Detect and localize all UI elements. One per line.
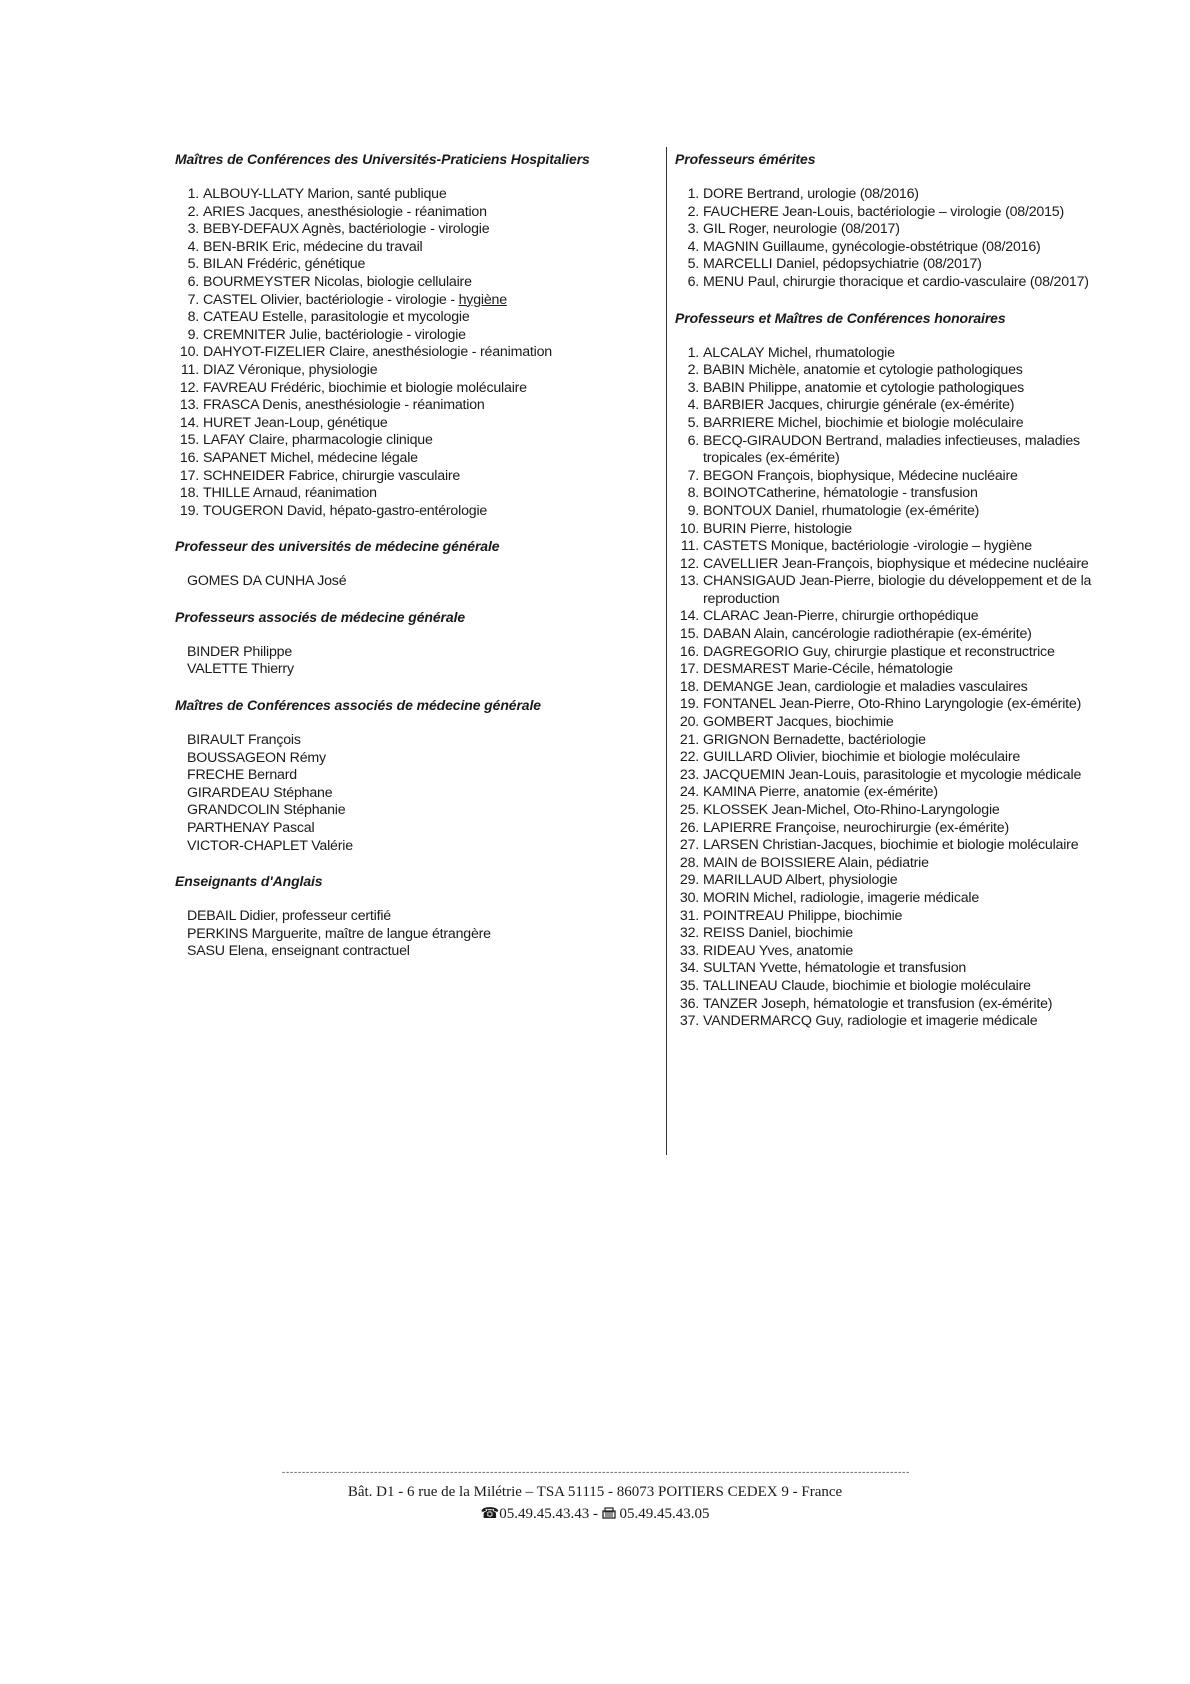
item-text: SASU Elena, enseignant contractuel bbox=[187, 943, 410, 960]
item-text: CASTETS Monique, bactériologie -virologie – hygiène bbox=[703, 538, 1032, 555]
item-text: ARIES Jacques, anesthésiologie - réanimation bbox=[203, 203, 487, 220]
list-item bbox=[675, 855, 1120, 873]
item-text: DORE Bertrand, urologie (08/2016) bbox=[703, 186, 919, 202]
item-number: 28. bbox=[679, 854, 699, 871]
item-text: GIRARDEAU Stéphane bbox=[187, 784, 333, 801]
item-text: LAPIERRE Françoise, neurochirurgie (ex-émérite) bbox=[703, 819, 1009, 836]
item-number: 7. bbox=[187, 291, 199, 308]
list-item bbox=[175, 239, 655, 257]
item-text: LAFAY Claire, pharmacologie clinique bbox=[203, 432, 433, 449]
footer-fax: 05.49.45.43.05 bbox=[619, 1506, 710, 1522]
list-item bbox=[675, 380, 1120, 398]
item-text: DESMAREST Marie-Cécile, hématologie bbox=[703, 661, 953, 678]
footer-rule: ------------------------------------------------------------------------------------------------------------------------------------------------------------- bbox=[280, 1468, 910, 1478]
item-text: MAIN de BOISSIERE Alain, pédiatrie bbox=[703, 854, 929, 871]
item-text: GOMES DA CUNHA José bbox=[187, 573, 347, 590]
item-text: DABAN Alain, cancérologie radiothérapie (ex-émérite) bbox=[703, 626, 1032, 643]
item-number: 33. bbox=[679, 942, 699, 959]
list-item bbox=[675, 204, 1120, 222]
item-text: POINTREAU Philippe, biochimie bbox=[703, 907, 903, 924]
list-item bbox=[675, 433, 1120, 468]
item-text: BEN-BRIK Eric, médecine du travail bbox=[203, 238, 423, 255]
list-item bbox=[187, 838, 655, 856]
item-text: BARRIERE Michel, biochimie et biologie moléculaire bbox=[703, 414, 1024, 431]
list-item bbox=[175, 256, 655, 274]
item-number: 6. bbox=[187, 273, 199, 290]
item-text: BEBY-DEFAUX Agnès, bactériologie - virologie bbox=[203, 221, 490, 238]
list-item bbox=[675, 943, 1120, 961]
item-text: BILAN Frédéric, génétique bbox=[203, 256, 366, 273]
item-text: MORIN Michel, radiologie, imagerie médicale bbox=[703, 889, 980, 906]
item-number: 12. bbox=[179, 379, 199, 396]
item-number: 4. bbox=[687, 238, 699, 255]
left-column bbox=[175, 150, 655, 978]
item-text: BOINOTCatherine, hématologie - transfusion bbox=[703, 485, 978, 502]
item-number: 21. bbox=[679, 731, 699, 748]
item-number: 4. bbox=[187, 238, 199, 255]
item-number: 5. bbox=[187, 256, 199, 273]
item-number: 23. bbox=[679, 766, 699, 783]
item-number: 9. bbox=[187, 326, 199, 343]
list-item bbox=[187, 661, 655, 679]
item-text: CASTEL Olivier, bactériologie - virologie - hygiène bbox=[203, 291, 507, 308]
list-item bbox=[175, 292, 655, 310]
item-number: 34. bbox=[679, 960, 699, 977]
item-text: BARBIER Jacques, chirurgie générale (ex-émérite) bbox=[703, 397, 1015, 414]
footer-contacts bbox=[0, 1504, 1190, 1523]
item-number: 20. bbox=[679, 714, 699, 731]
footer-phone: 05.49.45.43.43 bbox=[499, 1506, 590, 1522]
list-item bbox=[675, 256, 1120, 274]
item-text: GRANDCOLIN Stéphanie bbox=[187, 802, 346, 819]
item-text: SAPANET Michel, médecine légale bbox=[203, 449, 418, 466]
list-item bbox=[187, 573, 655, 591]
list-item bbox=[675, 362, 1120, 380]
list-item bbox=[175, 186, 655, 204]
item-number: 6. bbox=[687, 432, 699, 449]
list-item bbox=[675, 925, 1120, 943]
list-item bbox=[675, 714, 1120, 732]
item-text: ALCALAY Michel, rhumatologie bbox=[703, 344, 895, 361]
section bbox=[175, 608, 655, 679]
list-item bbox=[675, 890, 1120, 908]
item-text: BABIN Michèle, anatomie et cytologie pathologiques bbox=[703, 362, 1023, 379]
list-item bbox=[175, 344, 655, 362]
list-item bbox=[187, 732, 655, 750]
list-item bbox=[675, 784, 1120, 802]
item-number: 3. bbox=[687, 379, 699, 396]
item-text: MAGNIN Guillaume, gynécologie-obstétrique (08/2016) bbox=[703, 238, 1041, 255]
section-heading: Maîtres de Conférences associés de médecine générale bbox=[175, 697, 541, 714]
list-item bbox=[675, 644, 1120, 662]
item-text: TOUGERON David, hépato-gastro-entérologie bbox=[203, 502, 488, 519]
section bbox=[175, 537, 655, 591]
item-text: DAHYOT-FIZELIER Claire, anesthésiologie - réanimation bbox=[203, 344, 552, 361]
item-text: BIRAULT François bbox=[187, 732, 301, 749]
item-text: SULTAN Yvette, hématologie et transfusion bbox=[703, 960, 967, 977]
fax-icon bbox=[602, 1506, 616, 1522]
list-item bbox=[675, 661, 1120, 679]
item-number: 32. bbox=[679, 925, 699, 942]
item-number: 1. bbox=[687, 186, 699, 202]
list-item bbox=[675, 978, 1120, 996]
item-text: KLOSSEK Jean-Michel, Oto-Rhino-Laryngologie bbox=[703, 802, 1000, 818]
item-number: 14. bbox=[179, 414, 199, 431]
item-number: 16. bbox=[179, 449, 199, 466]
list-item bbox=[675, 802, 1120, 820]
section-list bbox=[175, 908, 655, 961]
item-number: 8. bbox=[687, 485, 699, 502]
list-item bbox=[675, 538, 1120, 556]
section-heading: Enseignants d'Anglais bbox=[175, 873, 323, 890]
phone-icon: ☎ bbox=[480, 1506, 500, 1522]
list-item bbox=[675, 485, 1120, 503]
item-text: KAMINA Pierre, anatomie (ex-émérite) bbox=[703, 784, 938, 801]
section bbox=[175, 872, 655, 961]
item-number: 2. bbox=[687, 203, 699, 220]
item-text: CREMNITER Julie, bactériologie - virologie bbox=[203, 326, 466, 343]
list-item bbox=[187, 802, 655, 820]
item-number: 19. bbox=[179, 502, 199, 519]
item-text: DAGREGORIO Guy, chirurgie plastique et reconstructrice bbox=[703, 643, 1055, 660]
item-text: GOMBERT Jacques, biochimie bbox=[703, 714, 894, 731]
list-item bbox=[187, 943, 655, 961]
item-text: TANZER Joseph, hématologie et transfusion (ex-émérite) bbox=[703, 995, 1053, 1012]
item-text: CLARAC Jean-Pierre, chirurgie orthopédique bbox=[703, 608, 979, 625]
item-text: PERKINS Marguerite, maître de langue étrangère bbox=[187, 925, 491, 942]
item-text: FONTANEL Jean-Pierre, Oto-Rhino Laryngologie (ex-émérite) bbox=[703, 696, 1082, 713]
item-number: 14. bbox=[679, 608, 699, 625]
item-number: 5. bbox=[687, 256, 699, 273]
item-text: VALETTE Thierry bbox=[187, 661, 294, 678]
list-item bbox=[675, 573, 1120, 608]
list-item bbox=[675, 503, 1120, 521]
item-text: SCHNEIDER Fabrice, chirurgie vasculaire bbox=[203, 467, 461, 484]
item-text: GRIGNON Bernadette, bactériologie bbox=[703, 731, 926, 748]
list-item bbox=[187, 644, 655, 662]
item-number: 16. bbox=[679, 643, 699, 660]
item-text: BURIN Pierre, histologie bbox=[703, 520, 852, 537]
item-text: TALLINEAU Claude, biochimie et biologie moléculaire bbox=[703, 977, 1031, 994]
item-number: 4. bbox=[687, 397, 699, 414]
item-number: 29. bbox=[679, 872, 699, 889]
list-item bbox=[675, 749, 1120, 767]
item-text: BEGON François, biophysique, Médecine nucléaire bbox=[703, 467, 1018, 484]
list-item bbox=[175, 397, 655, 415]
item-number: 6. bbox=[687, 273, 699, 290]
list-item bbox=[675, 696, 1120, 714]
list-item bbox=[675, 996, 1120, 1014]
item-text: LARSEN Christian-Jacques, biochimie et biologie moléculaire bbox=[703, 837, 1079, 854]
list-item bbox=[675, 186, 1120, 204]
list-item bbox=[175, 485, 655, 503]
item-number: 15. bbox=[679, 626, 699, 643]
list-item bbox=[175, 415, 655, 433]
item-text: MARCELLI Daniel, pédopsychiatrie (08/2017) bbox=[703, 256, 982, 273]
section bbox=[175, 150, 655, 520]
list-item bbox=[675, 679, 1120, 697]
item-number: 13. bbox=[679, 573, 699, 590]
list-item bbox=[675, 837, 1120, 855]
item-number: 35. bbox=[679, 977, 699, 994]
item-text: FAUCHERE Jean-Louis, bactériologie – virologie (08/2015) bbox=[703, 203, 1065, 220]
list-item bbox=[175, 380, 655, 398]
list-item bbox=[675, 415, 1120, 433]
list-item bbox=[675, 521, 1120, 539]
list-item bbox=[675, 872, 1120, 890]
list-item bbox=[675, 908, 1120, 926]
list-item bbox=[175, 309, 655, 327]
item-text: RIDEAU Yves, anatomie bbox=[703, 942, 854, 959]
item-text: DIAZ Véronique, physiologie bbox=[203, 361, 378, 378]
list-item bbox=[675, 626, 1120, 644]
list-item bbox=[175, 468, 655, 486]
item-text: DEBAIL Didier, professeur certifié bbox=[187, 908, 391, 925]
item-number: 27. bbox=[679, 837, 699, 854]
item-text: CAVELLIER Jean-François, biophysique et médecine nucléaire bbox=[703, 555, 1089, 572]
item-number: 25. bbox=[679, 802, 699, 818]
item-number: 13. bbox=[179, 397, 199, 414]
section-heading: Professeurs émérites bbox=[675, 151, 816, 167]
item-number: 18. bbox=[179, 485, 199, 502]
section bbox=[675, 150, 1120, 292]
item-number: 1. bbox=[687, 344, 699, 361]
list-item bbox=[675, 820, 1120, 838]
list-item bbox=[187, 820, 655, 838]
list-item bbox=[675, 468, 1120, 486]
list-item bbox=[675, 556, 1120, 574]
list-item bbox=[187, 908, 655, 926]
item-number: 7. bbox=[687, 467, 699, 484]
list-item bbox=[175, 432, 655, 450]
right-column bbox=[675, 150, 1120, 1048]
list-item bbox=[175, 503, 655, 521]
list-item bbox=[675, 1013, 1120, 1031]
section-list bbox=[675, 186, 1120, 292]
list-item bbox=[675, 767, 1120, 785]
item-number: 22. bbox=[679, 749, 699, 766]
item-text: REISS Daniel, biochimie bbox=[703, 925, 853, 942]
item-text: GUILLARD Olivier, biochimie et biologie moléculaire bbox=[703, 749, 1021, 766]
section-heading: Maîtres de Conférences des Universités-Praticiens Hospitaliers bbox=[175, 151, 590, 167]
list-item bbox=[175, 204, 655, 222]
item-text: PARTHENAY Pascal bbox=[187, 820, 315, 837]
item-number: 9. bbox=[687, 502, 699, 519]
item-text: BINDER Philippe bbox=[187, 643, 293, 660]
item-text: CATEAU Estelle, parasitologie et mycologie bbox=[203, 309, 470, 326]
item-number: 31. bbox=[679, 907, 699, 924]
item-text: JACQUEMIN Jean-Louis, parasitologie et mycologie médicale bbox=[703, 766, 1082, 783]
list-item bbox=[175, 362, 655, 380]
section-heading: Professeurs et Maîtres de Conférences honoraires bbox=[675, 309, 1006, 326]
section-list bbox=[175, 644, 655, 679]
item-text: THILLE Arnaud, réanimation bbox=[203, 485, 377, 502]
list-item bbox=[175, 450, 655, 468]
item-number: 2. bbox=[687, 362, 699, 379]
list-item bbox=[675, 345, 1120, 363]
item-number: 11. bbox=[180, 361, 199, 378]
item-text: ALBOUY-LLATY Marion, santé publique bbox=[203, 186, 447, 202]
item-number: 30. bbox=[679, 889, 699, 906]
item-text: GIL Roger, neurologie (08/2017) bbox=[703, 221, 900, 238]
list-item bbox=[675, 221, 1120, 239]
list-item bbox=[187, 785, 655, 803]
item-text: BOURMEYSTER Nicolas, biologie cellulaire bbox=[203, 273, 472, 290]
section-list bbox=[175, 186, 655, 520]
item-number: 3. bbox=[687, 221, 699, 238]
item-text: DEMANGE Jean, cardiologie et maladies vasculaires bbox=[703, 678, 1028, 695]
item-number: 11. bbox=[680, 538, 699, 555]
item-number: 3. bbox=[187, 221, 199, 238]
item-text: VANDERMARCQ Guy, radiologie et imagerie médicale bbox=[703, 1013, 1038, 1030]
item-text: BOUSSAGEON Rémy bbox=[187, 749, 326, 766]
list-item bbox=[675, 732, 1120, 750]
section-list bbox=[175, 573, 655, 591]
list-item bbox=[175, 221, 655, 239]
list-item bbox=[675, 239, 1120, 257]
list-item bbox=[175, 327, 655, 345]
item-text: MENU Paul, chirurgie thoracique et cardio-vasculaire (08/2017) bbox=[703, 273, 1089, 290]
item-number: 24. bbox=[679, 784, 699, 801]
list-item bbox=[675, 960, 1120, 978]
item-number: 1. bbox=[187, 186, 199, 202]
item-text: BABIN Philippe, anatomie et cytologie pathologiques bbox=[703, 379, 1025, 396]
item-text: FRASCA Denis, anesthésiologie - réanimation bbox=[203, 397, 485, 414]
list-item bbox=[175, 274, 655, 292]
item-number: 36. bbox=[679, 995, 699, 1012]
list-item bbox=[675, 397, 1120, 415]
item-number: 10. bbox=[679, 520, 699, 537]
item-number: 37. bbox=[679, 1013, 699, 1030]
item-text: MARILLAUD Albert, physiologie bbox=[703, 872, 898, 889]
item-text: FRECHE Bernard bbox=[187, 767, 297, 784]
section-heading: Professeur des universités de médecine générale bbox=[175, 538, 500, 555]
item-text: BONTOUX Daniel, rhumatologie (ex-émérite) bbox=[703, 502, 980, 519]
item-number: 19. bbox=[679, 696, 699, 713]
item-text: FAVREAU Frédéric, biochimie et biologie moléculaire bbox=[203, 379, 527, 396]
item-number: 17. bbox=[679, 661, 699, 678]
item-text: HURET Jean-Loup, génétique bbox=[203, 414, 388, 431]
item-number: 8. bbox=[187, 309, 199, 326]
list-item bbox=[187, 750, 655, 768]
section-heading: Professeurs associés de médecine générale bbox=[175, 608, 466, 625]
item-number: 12. bbox=[679, 555, 699, 572]
list-item bbox=[187, 926, 655, 944]
section bbox=[175, 696, 655, 855]
item-number: 2. bbox=[187, 203, 199, 220]
list-item bbox=[675, 274, 1120, 292]
item-text: BECQ-GIRAUDON Bertrand, maladies infectieuses, maladies tropicales (ex-émérite) bbox=[703, 432, 1080, 467]
list-item bbox=[187, 767, 655, 785]
item-text: CHANSIGAUD Jean-Pierre, biologie du développement et de la reproduction bbox=[703, 573, 1092, 607]
footer-separator: - bbox=[589, 1506, 602, 1522]
item-number: 15. bbox=[179, 432, 199, 449]
item-number: 18. bbox=[679, 678, 699, 695]
section-list bbox=[175, 732, 655, 855]
section-list bbox=[675, 345, 1120, 1031]
column-divider bbox=[666, 147, 667, 1155]
footer bbox=[0, 1468, 1190, 1523]
footer-address: Bât. D1 - 6 rue de la Milétrie – TSA 51115 - 86073 POITIERS CEDEX 9 - France bbox=[347, 1484, 843, 1500]
item-number: 26. bbox=[679, 819, 699, 836]
list-item bbox=[675, 608, 1120, 626]
item-text: VICTOR-CHAPLET Valérie bbox=[187, 837, 353, 854]
section bbox=[675, 309, 1120, 1031]
item-number: 17. bbox=[179, 467, 199, 484]
item-number: 10. bbox=[179, 344, 199, 361]
item-number: 5. bbox=[687, 414, 699, 431]
